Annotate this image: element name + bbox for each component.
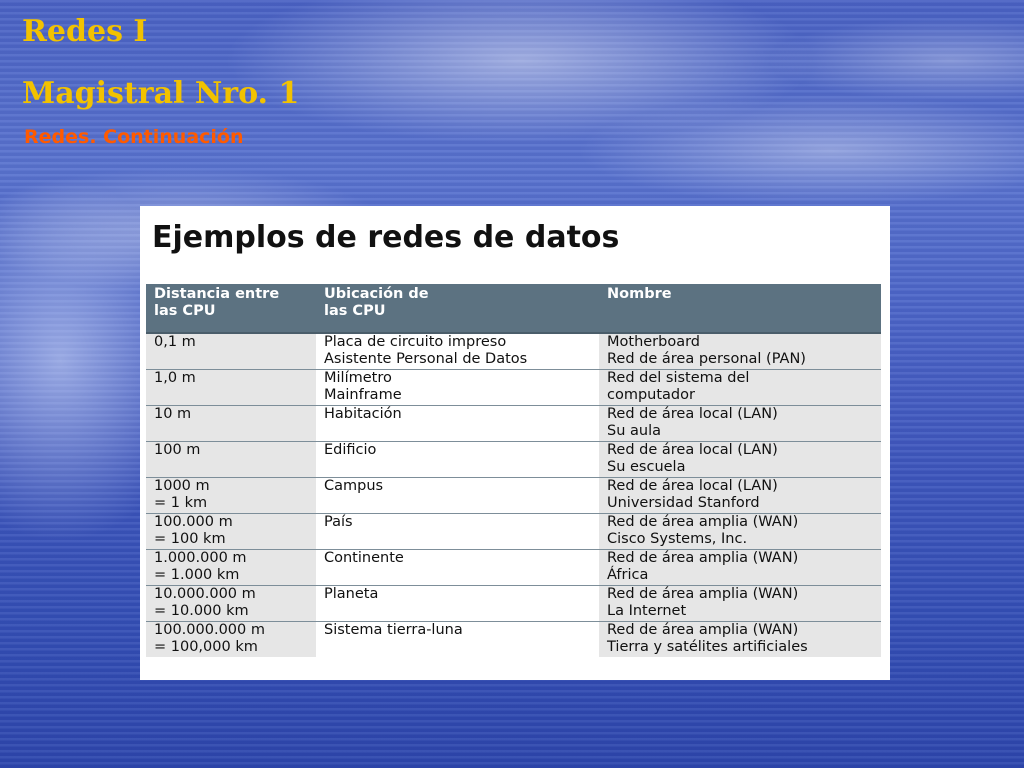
cell-location: Placa de circuito impreso Asistente Personal de Datos bbox=[316, 333, 599, 370]
slide-lecture-title: Magistral Nro. 1 bbox=[22, 76, 300, 111]
table-row bbox=[146, 478, 881, 514]
slide-subtitle: Redes. Continuación bbox=[24, 126, 244, 148]
network-examples-table bbox=[146, 284, 881, 657]
table-row bbox=[146, 333, 881, 370]
cell-distance: 100.000 m = 100 km bbox=[146, 514, 316, 550]
cell-location: Habitación bbox=[316, 406, 599, 442]
cell-location: Campus bbox=[316, 478, 599, 514]
figure-title: Ejemplos de redes de datos bbox=[152, 220, 620, 255]
cell-name: Red de área amplia (WAN) Tierra y satélites artificiales bbox=[599, 622, 881, 658]
table-row bbox=[146, 514, 881, 550]
cell-distance: 10.000.000 m = 10.000 km bbox=[146, 586, 316, 622]
cell-name: Red de área amplia (WAN) África bbox=[599, 550, 881, 586]
table-row bbox=[146, 370, 881, 406]
table-header-row bbox=[146, 284, 881, 333]
cell-distance: 1.000.000 m = 1.000 km bbox=[146, 550, 316, 586]
cell-name: Red de área local (LAN) Su escuela bbox=[599, 442, 881, 478]
cell-distance: 100 m bbox=[146, 442, 316, 478]
cell-distance: 10 m bbox=[146, 406, 316, 442]
header-distance: Distancia entre las CPU bbox=[146, 284, 316, 333]
table-row bbox=[146, 550, 881, 586]
cell-name: Red de área amplia (WAN) La Internet bbox=[599, 586, 881, 622]
cell-name: Red del sistema del computador bbox=[599, 370, 881, 406]
network-examples-figure bbox=[140, 206, 890, 680]
cell-distance: 1,0 m bbox=[146, 370, 316, 406]
side-watermark bbox=[886, 536, 892, 656]
table-row bbox=[146, 442, 881, 478]
cell-location: Milímetro Mainframe bbox=[316, 370, 599, 406]
cell-location: Continente bbox=[316, 550, 599, 586]
cell-location: País bbox=[316, 514, 599, 550]
cell-distance: 0,1 m bbox=[146, 333, 316, 370]
table-row bbox=[146, 586, 881, 622]
header-name: Nombre bbox=[599, 284, 881, 333]
cell-location: Planeta bbox=[316, 586, 599, 622]
table-row bbox=[146, 406, 881, 442]
cell-location: Edificio bbox=[316, 442, 599, 478]
cell-name: Red de área local (LAN) Universidad Stanford bbox=[599, 478, 881, 514]
cell-distance: 1000 m = 1 km bbox=[146, 478, 316, 514]
cell-name: Red de área amplia (WAN) Cisco Systems, Inc. bbox=[599, 514, 881, 550]
slide-title: Redes I bbox=[22, 14, 148, 49]
cell-name: Motherboard Red de área personal (PAN) bbox=[599, 333, 881, 370]
cell-name: Red de área local (LAN) Su aula bbox=[599, 406, 881, 442]
header-location: Ubicación de las CPU bbox=[316, 284, 599, 333]
cell-location: Sistema tierra-luna bbox=[316, 622, 599, 658]
table-row bbox=[146, 622, 881, 658]
cell-distance: 100.000.000 m = 100,000 km bbox=[146, 622, 316, 658]
